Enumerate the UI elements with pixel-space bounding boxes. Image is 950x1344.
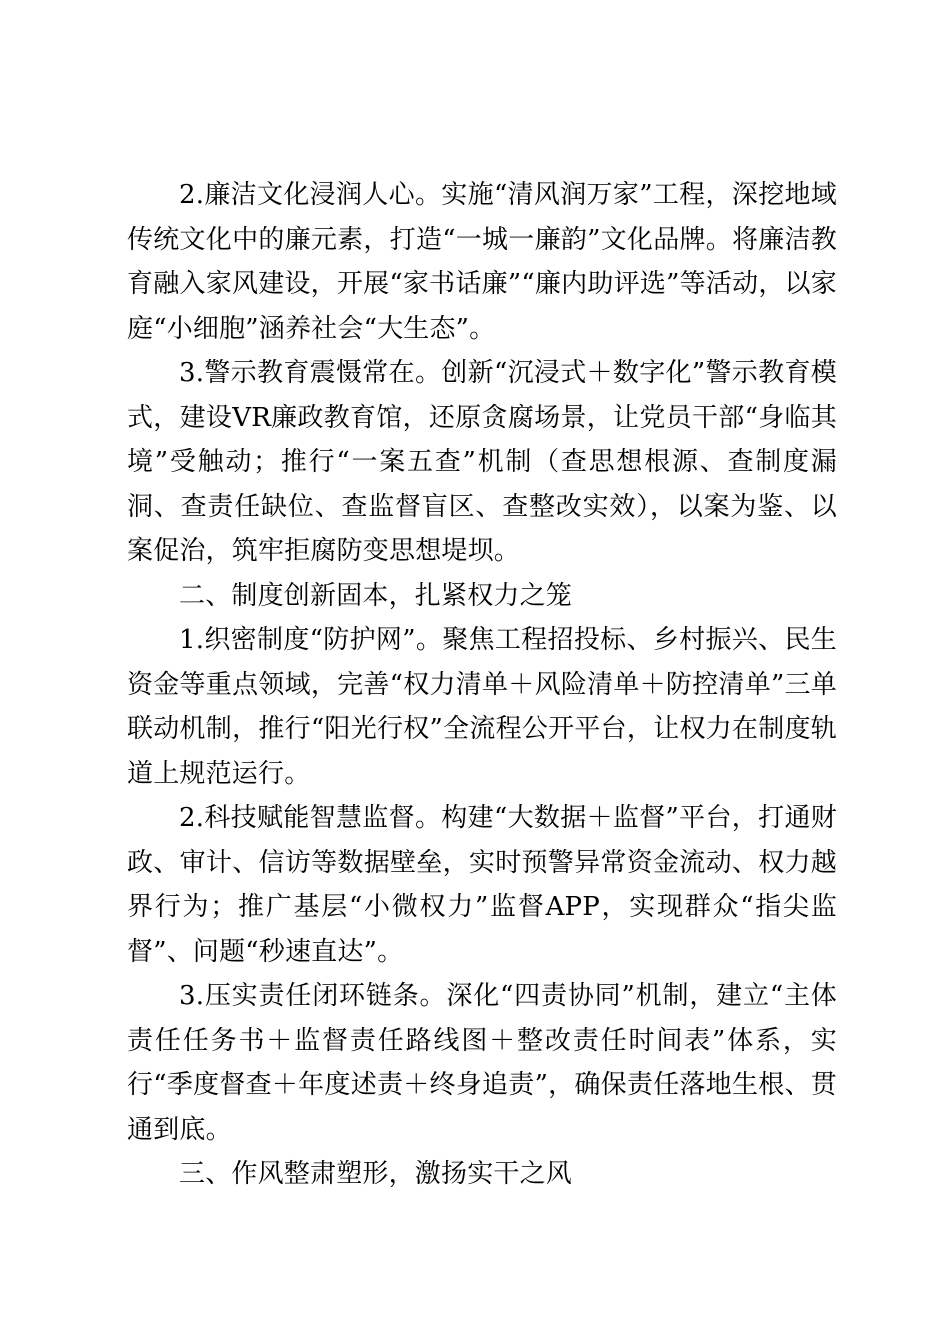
paragraph-smart-supervision: 2.科技赋能智慧监督。构建“大数据＋监督”平台，打通财政、审计、信访等数据壁垒，实时预警异常资金流动、权力越界行为；推广基层“小微权力”监督APP，实现群众“指尖监督”、问题“秒速直达”。 — [127, 803, 837, 967]
paragraph-warning-education: 3.警示教育震慑常在。创新“沉浸式＋数字化”警示教育模式，建设VR廉政教育馆，还原贪腐场景，让党员干部“身临其境”受触动；推行“一案五查”机制（查思想根源、查制度漏洞、查责任缺位、查监督盲区、查整改实效），以案为鉴、以案促治，筑牢拒腐防变思想堤坝。 — [127, 358, 837, 566]
paragraph-integrity-culture: 2.廉洁文化浸润人心。实施“清风润万家”工程，深挖地域传统文化中的廉元素，打造“一城一廉韵”文化品牌。将廉洁教育融入家风建设，开展“家书话廉”“廉内助评选”等活动，以家庭“小细胞”涵养社会“大生态”。 — [127, 180, 837, 344]
section-heading-work-style: 三、作风整肃塑形，激扬实干之风 — [179, 1159, 573, 1189]
section-heading-institutional-innovation: 二、制度创新固本，扎紧权力之笼 — [179, 580, 573, 611]
paragraph-institutional-network: 1.织密制度“防护网”。聚焦工程招投标、乡村振兴、民生资金等重点领域，完善“权力清单＋风险清单＋防控清单”三单联动机制，推行“阳光行权”全流程公开平台，让权力在制度轨道上规范运行。 — [127, 625, 837, 789]
document-body — [127, 173, 837, 1197]
paragraph-responsibility-chain: 3.压实责任闭环链条。深化“四责协同”机制，建立“主体责任任务书＋监督责任路线图＋整改责任时间表”体系，实行“季度督查＋年度述责＋终身追责”，确保责任落地生根、贯通到底。 — [127, 981, 837, 1145]
